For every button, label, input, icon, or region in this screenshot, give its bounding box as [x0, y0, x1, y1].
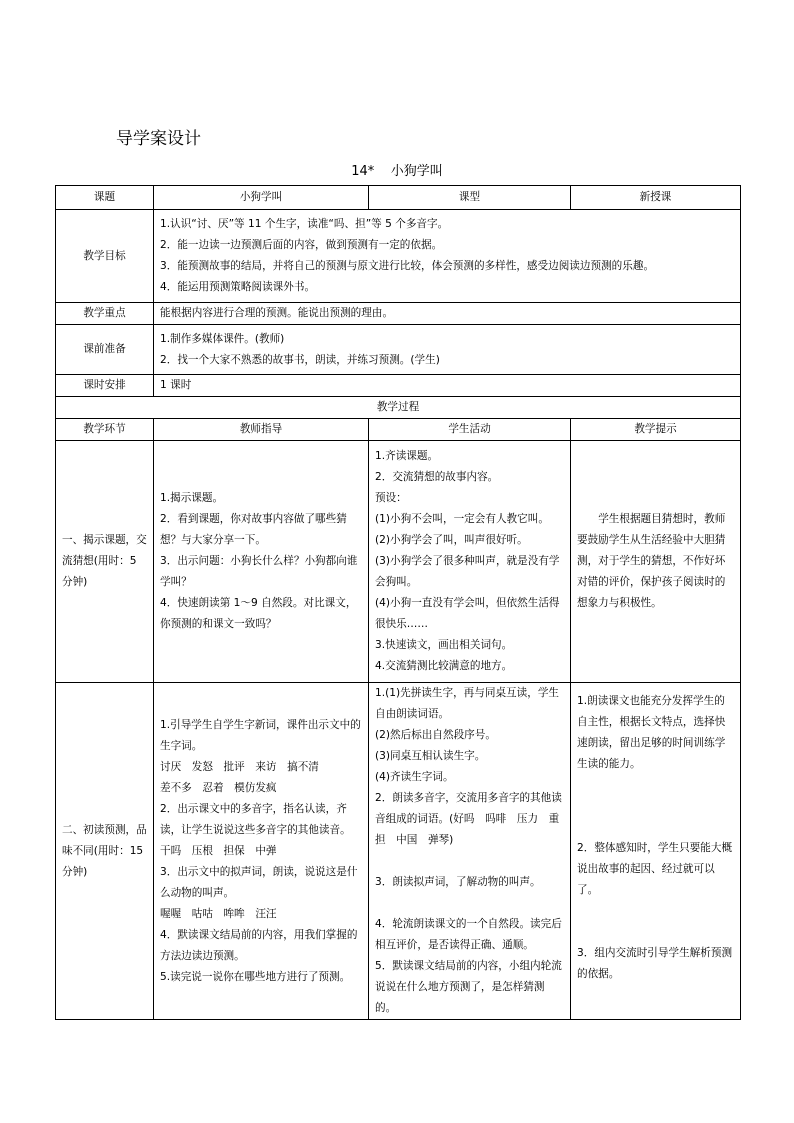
- key-content: 能根据内容进行合理的预测。能说出预测的理由。: [154, 303, 741, 325]
- column-header-student: 学生活动: [369, 419, 571, 441]
- student-step: (3)同桌互相认读生字。: [375, 750, 486, 762]
- type-label: 课型: [369, 186, 571, 210]
- goals-row: [56, 210, 741, 303]
- student-step: 2．朗读多音字，交流用多音字的其他读音组成的词语。(好吗 吗啡 压力 重担 中国 弹琴): [375, 792, 562, 846]
- vocab-line: 喔喔 咕咕 哞哞 汪汪: [160, 907, 277, 920]
- student-step: 4.交流猜测比较满意的地方。: [375, 660, 513, 672]
- type-value: 新授课: [571, 186, 741, 210]
- section1-hint: 学生根据题目猜想时，教师要鼓励学生从生活经验中大胆猜测，对于学生的猜想，不作好坏对错的评价，保护孩子阅读时的想象力与积极性。: [571, 441, 741, 683]
- student-step: (4)齐读生字词。: [375, 771, 454, 783]
- student-step: 1.(1)先拼读生字，再与同桌互读，学生自由朗读词语。: [375, 687, 560, 720]
- student-step: (4)小狗一直没有学会叫，但依然生活得很快乐……: [375, 597, 560, 630]
- spacer: [577, 901, 734, 943]
- student-step: (2)小狗学会了叫，叫声很好听。: [375, 534, 528, 546]
- teacher-step: 1.引导学生自学生字新词，课件出示文中的生字词。: [160, 718, 361, 752]
- vocab-line: 干吗 压根 担保 中弹: [160, 844, 277, 857]
- section2-student: [369, 683, 571, 1020]
- section2-row: [56, 683, 741, 1020]
- teacher-step: 2．出示课文中的多音字，指名认读，齐读，让学生说说这些多音字的其他读音。: [160, 802, 351, 836]
- teacher-step: 3．出示文中的拟声词，朗读，说说这是什么动物的叫声。: [160, 865, 358, 899]
- time-content: 1 课时: [154, 375, 741, 397]
- key-row: [56, 303, 741, 325]
- student-step: 4．轮流朗读课文的一个自然段。读完后相互评价，是否读得正确、通顺。: [375, 918, 562, 951]
- goal-item: 4．能运用预测策略阅读课外书。: [160, 281, 316, 293]
- document-title: 导学案设计: [116, 129, 201, 149]
- prep-item: 2．找一个大家不熟悉的故事书，朗读，并练习预测。(学生): [160, 353, 440, 366]
- goal-item: 1.认识“讨、厌”等 11 个生字，读准“吗、担”等 5 个多音字。: [160, 218, 449, 230]
- column-header-row: [56, 419, 741, 441]
- topic-value: 小狗学叫: [154, 186, 369, 210]
- vocab-line: 讨厌 发怒 批评 来访 搞不清: [160, 760, 319, 773]
- column-header-stage: 教学环节: [56, 419, 154, 441]
- prep-content: [154, 325, 741, 375]
- section1-teacher: [154, 441, 369, 683]
- time-row: [56, 375, 741, 397]
- section2-hints: [571, 683, 741, 1020]
- spacer: [577, 775, 734, 817]
- student-step: (3)小狗学会了很多种叫声，就是没有学会狗叫。: [375, 555, 560, 588]
- section2-stage: 二、初读预测，品味不同(用时：15 分钟): [56, 683, 154, 1020]
- column-header-hint: 教学提示: [571, 419, 741, 441]
- student-step: 1.齐读课题。: [375, 450, 439, 462]
- teacher-step: 1.揭示课题。: [160, 492, 224, 504]
- teacher-step: 3．出示问题：小狗长什么样？小狗都向谁学叫？: [160, 555, 358, 588]
- teacher-step: 5.读完说一说你在哪些地方进行了预测。: [160, 970, 351, 983]
- goals-label: 教学目标: [56, 210, 154, 303]
- hint-item: 2．整体感知时，学生只要能大概说出故事的起因、经过就可以了。: [577, 842, 733, 896]
- goal-item: 2．能一边读一边预测后面的内容，做到预测有一定的依据。: [160, 239, 443, 251]
- section2-teacher: [154, 683, 369, 1020]
- student-step: 3.快速读文，画出相关词句。: [375, 639, 513, 651]
- process-header-row: [56, 397, 741, 419]
- teacher-step: 2．看到课题，你对故事内容做了哪些猜想？与大家分享一下。: [160, 513, 347, 546]
- topic-row: [56, 186, 741, 210]
- section1-row: [56, 441, 741, 683]
- column-header-teacher: 教师指导: [154, 419, 369, 441]
- student-step: 2．交流猜想的故事内容。: [375, 471, 499, 483]
- student-step: 3．朗读拟声词，了解动物的叫声。: [375, 876, 541, 888]
- lesson-title: 14* 小狗学叫: [351, 164, 443, 179]
- teacher-step: 4．默读课文结局前的内容，用我们掌握的方法边读边预测。: [160, 928, 358, 962]
- spacer: [375, 893, 564, 914]
- prep-row: [56, 325, 741, 375]
- teacher-step: 4．快速朗读第 1～9 自然段。对比课文，你预测的和课文一致吗？: [160, 597, 357, 630]
- section1-student: [369, 441, 571, 683]
- goal-item: 3．能预测故事的结局，并将自己的预测与原文进行比较，体会预测的多样性，感受边阅读边预测的乐趣。: [160, 260, 655, 272]
- student-step: 预设：: [375, 492, 407, 504]
- student-step: 5．默读课文结局前的内容，小组内轮流说说在什么地方预测了，是怎样猜测的。: [375, 960, 562, 1014]
- hint-item: 3．组内交流时引导学生解析预测的依据。: [577, 947, 733, 980]
- key-label: 教学重点: [56, 303, 154, 325]
- spacer: [577, 817, 734, 838]
- student-step: (1)小狗不会叫，一定会有人教它叫。: [375, 513, 549, 525]
- section1-stage: 一、揭示课题，交流猜想(用时：5 分钟): [56, 441, 154, 683]
- vocab-line: 差不多 忍着 模仿发疯: [160, 781, 277, 794]
- prep-item: 1.制作多媒体课件。(教师): [160, 332, 285, 345]
- lesson-plan-table: [55, 185, 741, 1020]
- hint-item: 1.朗读课文也能充分发挥学生的自主性，根据长文特点，选择快速朗读，留出足够的时间训练学生读的能力。: [577, 695, 726, 770]
- topic-label: 课题: [56, 186, 154, 210]
- goals-content: [154, 210, 741, 303]
- student-step: (2)然后标出自然段序号。: [375, 729, 496, 741]
- prep-label: 课前准备: [56, 325, 154, 375]
- time-label: 课时安排: [56, 375, 154, 397]
- process-header: 教学过程: [56, 397, 741, 419]
- spacer: [375, 851, 564, 872]
